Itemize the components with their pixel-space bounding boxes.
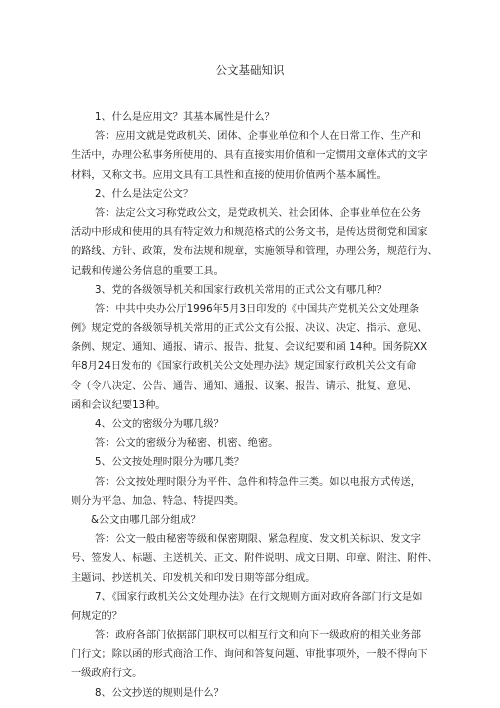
document-line: 例》规定党的各级领导机关常用的正式公文有公报、决议、决定、指示、意见、 <box>71 323 428 335</box>
document-line: 的路线、方针、政策，发布法规和规章，实施领导和管理，办理公务，规范行为、 <box>71 246 438 258</box>
document-title: 公文基础知识 <box>215 63 285 77</box>
document-line: 生活中，办理公私事务所使用的、具有直接实用价值和一定惯用文章体式的文字 <box>71 150 428 162</box>
document-line: 7、《国家行政机关公文处理办法》在行文规则方面对政府各部门行文是如 <box>95 591 423 603</box>
document-line: 答：公文按处理时限分为平件、急件和特急件三类。如以电报方式传送， <box>95 476 421 488</box>
document-line: 门行文；除以函的形式商洽工作、询问和答复问题、审批事项外，一般不得向下 <box>71 649 428 661</box>
document-line: 8、公文抄送的规则是什么？ <box>95 687 224 699</box>
document-line: 5、公文按处理时限分为哪几类？ <box>95 457 245 469</box>
document-line: 答：应用文就是党政机关、团体、企事业单位和个人在日常工作、生产和 <box>95 131 421 143</box>
document-line: 年8月24日发布的《国家行政机关公文处理办法》规定国家行政机关公文有命 <box>71 361 417 373</box>
document-line: 号、签发人、标题、主送机关、正文、附件说明、成文日期、印章、附注、附件、 <box>71 553 438 565</box>
document-body <box>71 108 438 703</box>
document-line: 活动中形成和使用的具有特定效力和规范格式的公务文书，是传达贯彻党和国家 <box>71 227 428 239</box>
document-line: &公文由哪几部分组成？ <box>91 514 201 526</box>
document-line: 何规定的？ <box>71 610 122 622</box>
document-line: 函和会议纪要13种。 <box>71 399 166 411</box>
document-line: 答：公文的密级分为秘密、机密、绝密。 <box>95 438 279 450</box>
document-line: 答：政府各部门依据部门职权可以相互行文和向下一级政府的相关业务部 <box>95 630 421 642</box>
document-line: 4、公文的密级分为哪几级？ <box>95 419 224 430</box>
document-line: 一级政府行文。 <box>71 668 143 680</box>
document-line: 1、什么是应用文？其基本属性是什么？ <box>95 112 275 123</box>
document-line: 3、党的各级领导机关和国家行政机关常用的正式公文有哪几种？ <box>95 284 387 296</box>
document-line: 则分为平急、加急、特急、特提四类。 <box>71 495 245 507</box>
document-line: 2、什么是法定公文？ <box>95 188 194 200</box>
document-line: 令（令八决定、公告、通告、通知、通报、议案、报告、请示、批复、意见、 <box>71 380 418 392</box>
document-line: 主题词、抄送机关、印发机关和印发日期等部分组成。 <box>71 572 316 584</box>
document-line: 材料，又称文书。应用文具有工具性和直接的使用价值两个基本属性。 <box>71 169 387 181</box>
document-line: 答：法定公文习称党政公文，是党政机关、社会团体、企事业单位在公务 <box>95 207 421 219</box>
document-line: 答：公文一般由秘密等级和保密期限、紧急程度、发文机关标识、发文字 <box>95 534 421 546</box>
document-line: 条例、规定、通知、通报、请示、报告、批复、会议纪要和函 14种。国务院XX <box>71 342 428 354</box>
document-line: 答：中共中央办公厅1996年5月3日印发的《中国共产党机关公文处理条 <box>95 303 420 315</box>
document-line: 记载和传递公务信息的重要工具。 <box>71 265 224 277</box>
